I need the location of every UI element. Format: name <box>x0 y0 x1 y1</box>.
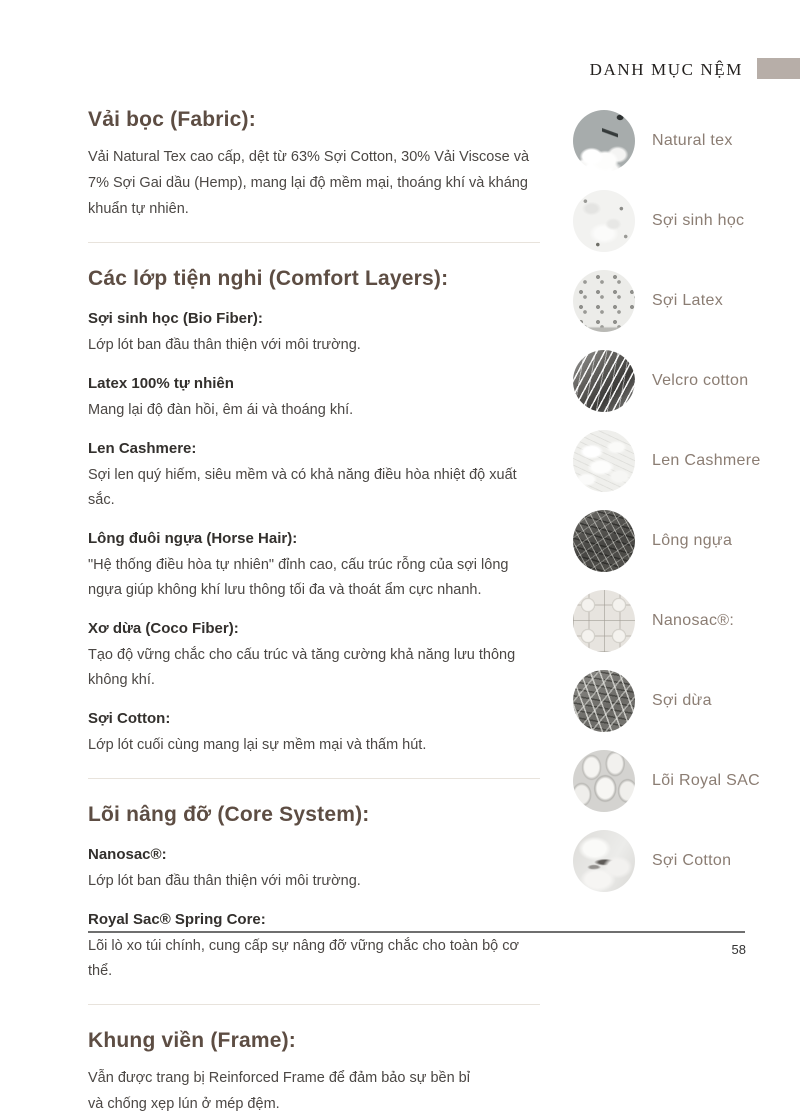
item-label: Sợi Cotton: <box>88 710 171 727</box>
item-label: Len Cashmere: <box>88 440 197 457</box>
material-label: Sợi Cotton <box>652 852 732 869</box>
header-accent-bar <box>757 58 800 79</box>
item-label: Sợi sinh học (Bio Fiber): <box>88 310 263 327</box>
section-fabric-paragraph: Vải Natural Tex cao cấp, dệt từ 63% Sợi Cotton, 30% Vải Viscose và 7% Sợi Gai dầu (Hemp), mang lại độ mềm mại, thoáng khí và kháng khuẩn tự nhiên. <box>88 149 530 217</box>
comfort-item-bio-fiber <box>88 308 546 358</box>
item-text: "Hệ thống điều hòa tự nhiên" đỉnh cao, cấu trúc rỗng của sợi lông ngựa giúp không khí lưu thông tối đa và thoát ẩm cực nhanh. <box>88 557 509 598</box>
comfort-item-coco-fiber <box>88 618 546 693</box>
coco-fiber-image <box>573 670 635 732</box>
section-frame-line: và chống xẹp lún ở mép đệm. <box>88 1096 280 1112</box>
page-number: 58 <box>731 942 746 957</box>
section-frame <box>88 1027 546 1117</box>
item-label: Lông đuôi ngựa (Horse Hair): <box>88 530 298 547</box>
section-divider <box>88 778 540 779</box>
section-heading-fabric: Vải bọc (Fabric): <box>88 108 256 131</box>
velcro-cotton-image <box>573 350 635 412</box>
material-label: Len Cashmere <box>652 452 761 469</box>
natural-tex-image <box>573 110 635 172</box>
material-row-bio-fiber <box>573 190 788 252</box>
item-label: Latex 100% tự nhiên <box>88 375 234 392</box>
content-column <box>88 106 546 1117</box>
section-fabric <box>88 106 546 222</box>
core-item-nanosac <box>88 844 546 894</box>
bio-fiber-image <box>573 190 635 252</box>
latex-image <box>573 270 635 332</box>
section-heading-frame: Khung viền (Frame): <box>88 1029 296 1052</box>
material-row-cashmere <box>573 430 788 492</box>
material-row-royal-sac <box>573 750 788 812</box>
page-title: DANH MỤC NỆM <box>589 60 743 79</box>
material-row-horse-hair <box>573 510 788 572</box>
material-row-latex <box>573 270 788 332</box>
item-label: Xơ dừa (Coco Fiber): <box>88 620 239 637</box>
material-row-natural-tex <box>573 110 788 172</box>
cashmere-image <box>573 430 635 492</box>
materials-list <box>573 110 788 910</box>
material-row-nanosac <box>573 590 788 652</box>
material-row-cotton <box>573 830 788 892</box>
material-label: Sợi Latex <box>652 292 724 309</box>
item-text: Sợi len quý hiếm, siêu mềm và có khả năng điều hòa nhiệt độ xuất sắc. <box>88 467 517 508</box>
section-frame-line: Vẫn được trang bị Reinforced Frame để đảm bảo sự bền bỉ <box>88 1070 470 1086</box>
cotton-image <box>573 830 635 892</box>
material-label: Sợi sinh học <box>652 212 745 229</box>
nanosac-image <box>573 590 635 652</box>
item-text: Mang lại độ đàn hồi, êm ái và thoáng khí. <box>88 402 354 418</box>
royal-sac-image <box>573 750 635 812</box>
item-text: Lõi lò xo túi chính, cung cấp sự nâng đỡ vững chắc cho toàn bộ cơ thể. <box>88 938 519 979</box>
comfort-item-cotton <box>88 708 546 758</box>
material-row-velcro-cotton <box>573 350 788 412</box>
horse-hair-image <box>573 510 635 572</box>
item-label: Royal Sac® Spring Core: <box>88 911 266 928</box>
section-divider <box>88 1004 540 1005</box>
section-heading-comfort-layers: Các lớp tiện nghi (Comfort Layers): <box>88 267 449 290</box>
section-divider <box>88 242 540 243</box>
material-row-coco-fiber <box>573 670 788 732</box>
material-label: Velcro cotton <box>652 372 749 389</box>
material-label: Nanosac®: <box>652 612 735 629</box>
item-label: Nanosac®: <box>88 846 167 863</box>
core-item-royal-sac <box>88 909 546 984</box>
comfort-item-latex <box>88 373 546 423</box>
material-label: Natural tex <box>652 132 733 149</box>
section-comfort-layers <box>88 265 546 758</box>
comfort-item-horse-hair <box>88 528 546 603</box>
material-label: Lõi Royal SAC <box>652 772 760 789</box>
section-core-system <box>88 801 546 984</box>
footer-rule <box>88 931 745 933</box>
material-label: Sợi dừa <box>652 692 712 709</box>
item-text: Lớp lót ban đầu thân thiện với môi trường. <box>88 873 361 889</box>
item-text: Lớp lót cuối cùng mang lại sự mềm mại và thấm hút. <box>88 737 427 753</box>
item-text: Tạo độ vững chắc cho cấu trúc và tăng cường khả năng lưu thông không khí. <box>88 647 516 688</box>
section-heading-core-system: Lõi nâng đỡ (Core System): <box>88 803 370 826</box>
item-text: Lớp lót ban đầu thân thiện với môi trường. <box>88 337 361 353</box>
material-label: Lông ngựa <box>652 532 733 549</box>
comfort-item-cashmere <box>88 438 546 513</box>
